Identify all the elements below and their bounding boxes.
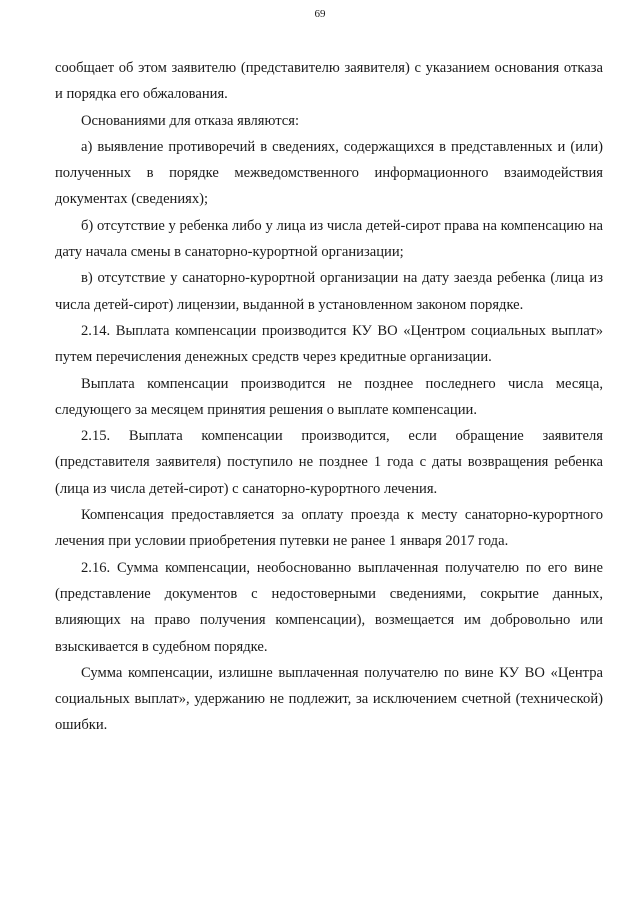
paragraph-10: 2.16. Сумма компенсации, необоснованно выплаченная получателю по его вине (представление документов с недостоверными сведениями, сокрытие данных, влияющих на право получения компенсации), возмещается им добровольно или взыскивается в судебном порядке. (55, 559, 603, 655)
page-number: 69 (314, 8, 326, 20)
paragraph-1: сообщает об этом заявителю (представителю заявителя) с указанием основания отказа и порядка его обжалования. (55, 60, 603, 103)
paragraph-9: Компенсация предоставляется за оплату проезда к месту санаторно-курортного лечения при условии приобретения путевки не ранее 1 января 2017 года. (55, 507, 603, 550)
paragraph-3: а) выявление противоречий в сведениях, содержащихся в представленных и (или) полученных в порядке межведомственного информационного взаимодействия документах (сведениях); (55, 138, 603, 208)
paragraph-4: б) отсутствие у ребенка либо у лица из числа детей-сирот права на компенсацию на дату начала смены в санаторно-курортной организации; (55, 217, 603, 261)
paragraph-2: Основаниями для отказа являются: (81, 112, 300, 129)
document-body (55, 55, 603, 739)
paragraph-11: Сумма компенсации, излишне выплаченная получателю по вине КУ ВО «Центра социальных выплат», удержанию не подлежит, за исключением счетной (технической) ошибки. (55, 664, 603, 734)
paragraph-8: 2.15. Выплата компенсации производится, если обращение заявителя (представителя заявителя) поступило не позднее 1 года с даты возвращения ребенка (лица из числа детей-сирот) с санаторно-курортного лечения. (55, 428, 603, 497)
paragraph-6: 2.14. Выплата компенсации производится КУ ВО «Центром социальных выплат» путем перечисления денежных средств через кредитные организации. (55, 322, 603, 366)
paragraph-7: Выплата компенсации производится не позднее последнего числа месяца, следующего за месяцем принятия решения о выплате компенсации. (55, 375, 603, 418)
paragraph-5: в) отсутствие у санаторно-курортной организации на дату заезда ребенка (лица из числа детей-сирот) лицензии, выданной в установленном законом порядке. (55, 270, 603, 313)
